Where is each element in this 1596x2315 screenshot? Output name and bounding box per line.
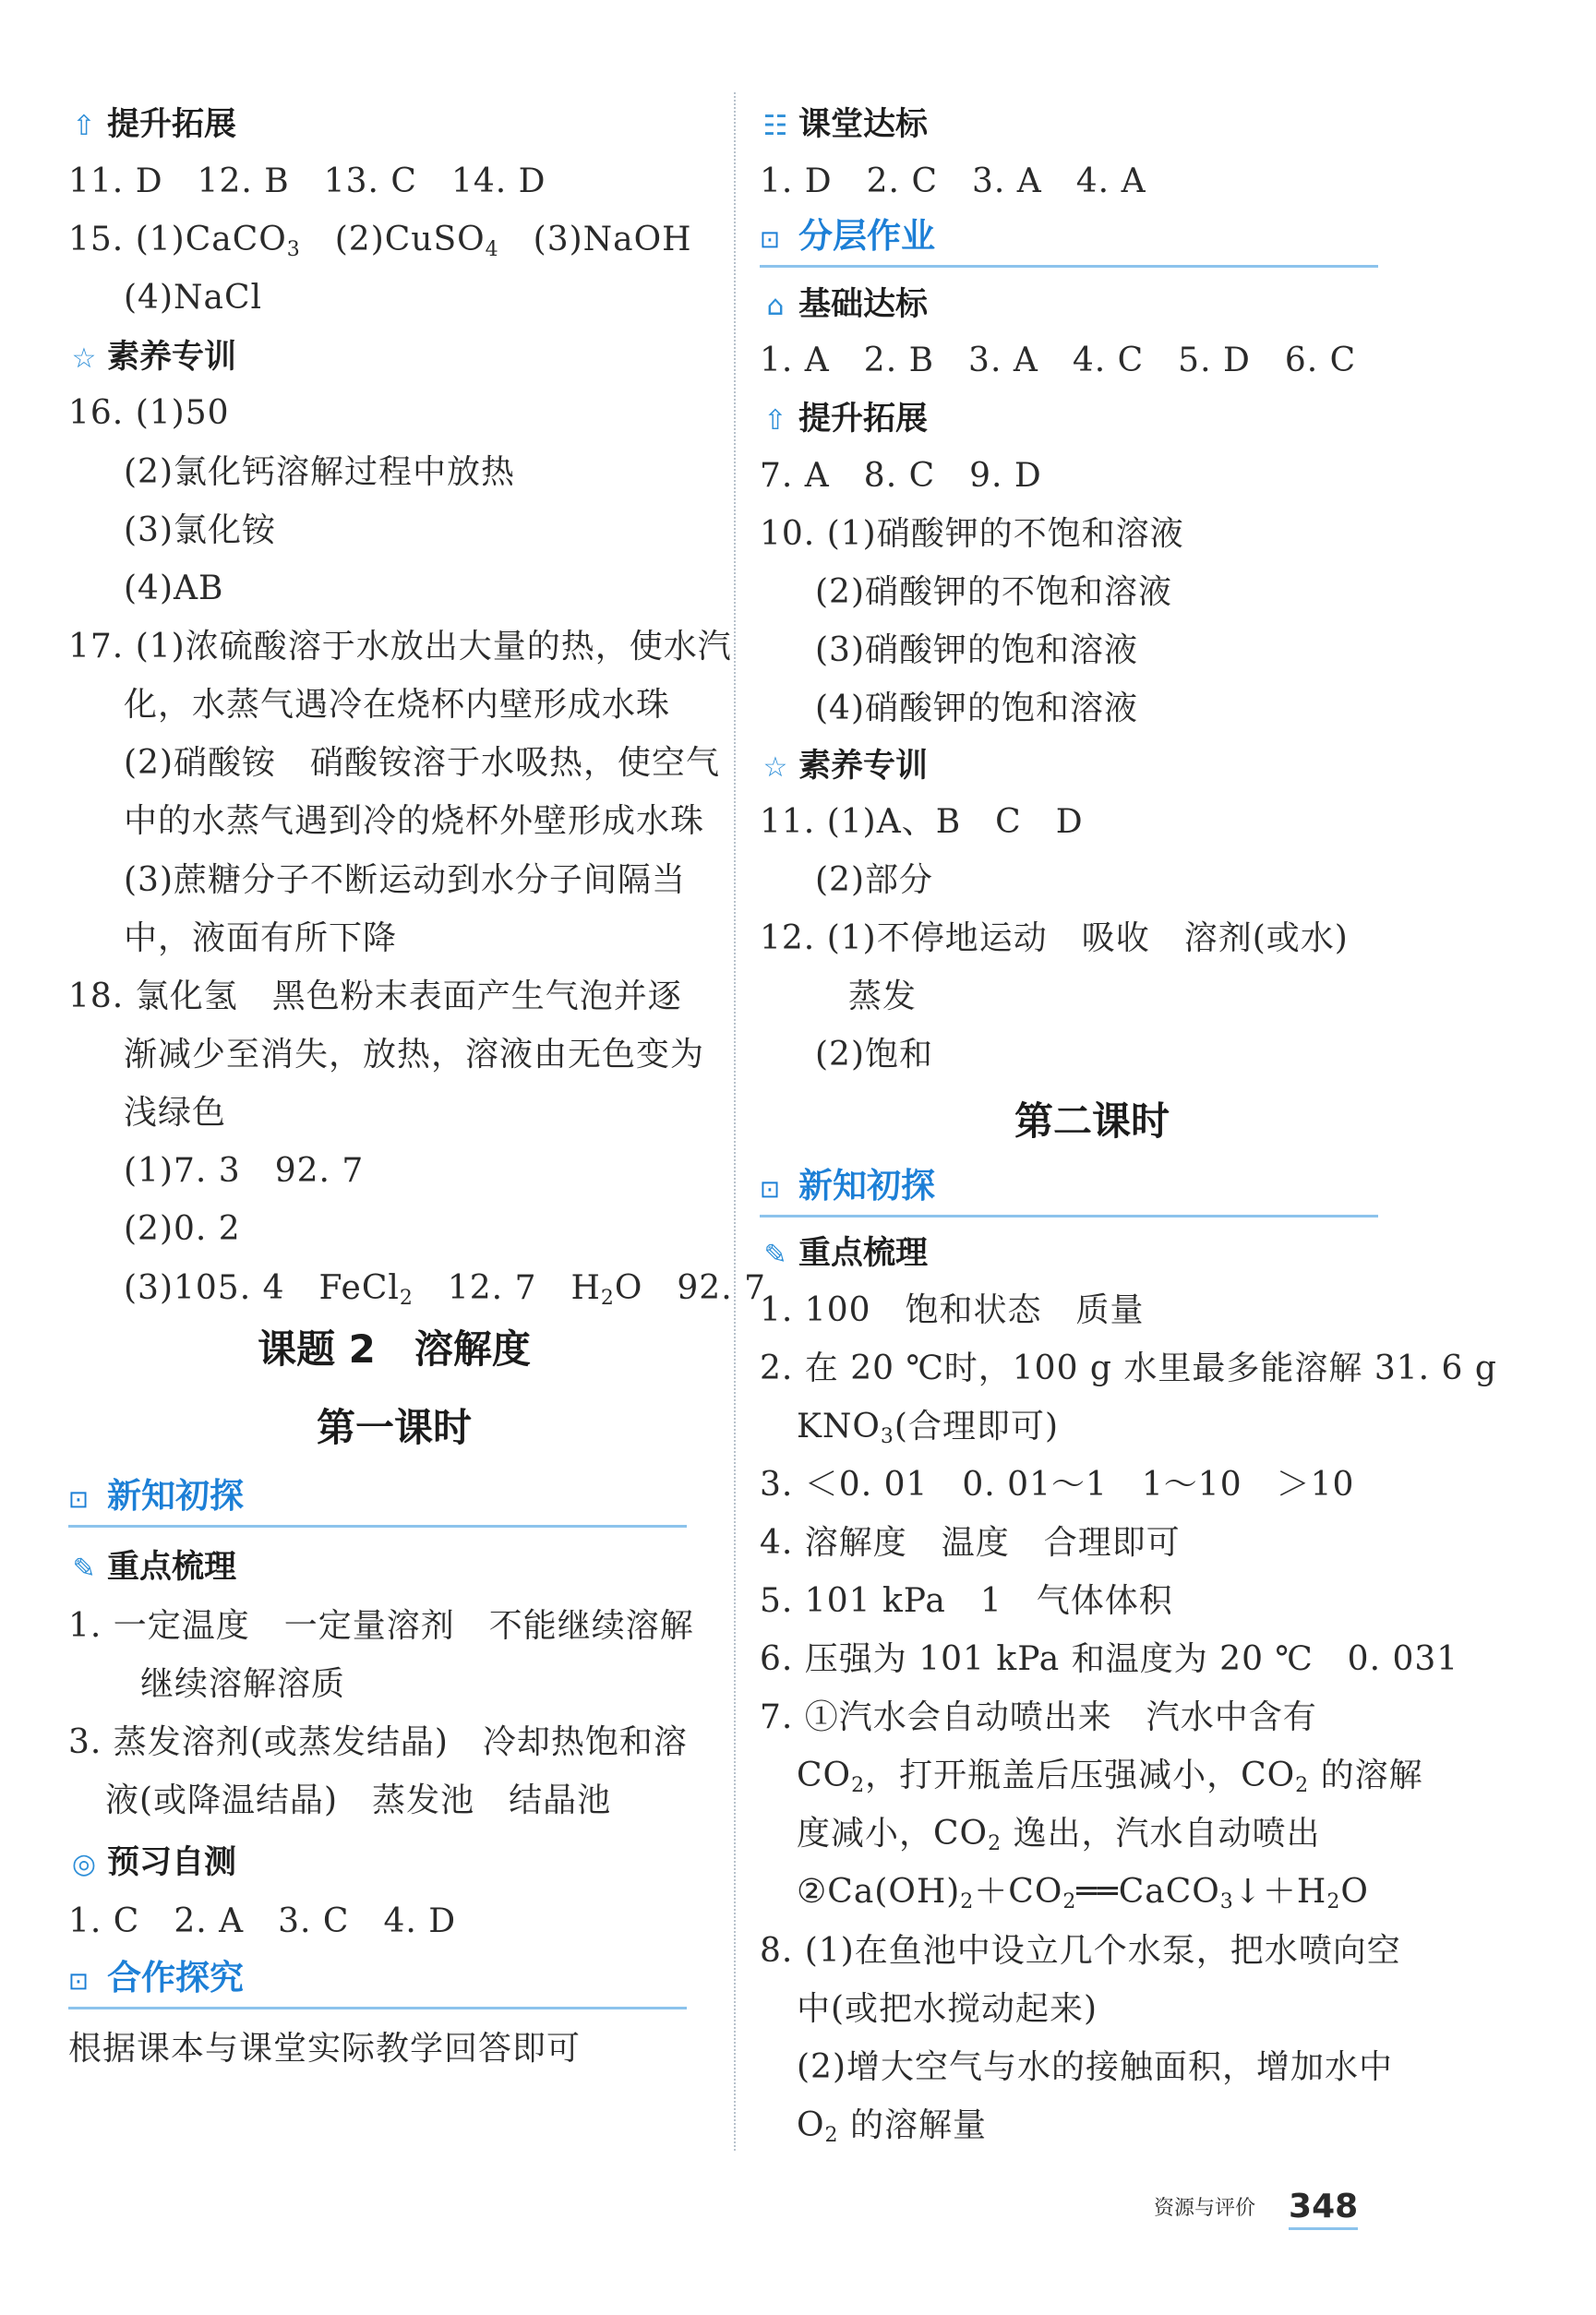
answer-line: 3. 蒸发溶剂(或蒸发结晶) 冷却热饱和溶 [68, 1723, 688, 1761]
lock-icon: ⌂ [766, 290, 785, 322]
footer-label: 资源与评价 [1154, 2197, 1256, 2220]
answer-line: (2)硝酸铵 硝酸铵溶于水吸热，使空气 [124, 744, 720, 782]
page-number: 348 [1289, 2188, 1358, 2230]
answer-line: $KNO_3$(合理即可) [797, 1408, 1060, 1448]
up-arrow-icon: ⇧ [72, 110, 96, 142]
answer-line: 液(或降温结晶) 蒸发池 结晶池 [105, 1781, 612, 1819]
answer-line: (4)AB [124, 570, 224, 607]
answer-line: (3)氯化铵 [124, 511, 276, 549]
answer-line: (3)105. 4 FeCl$_2$ 12. 7 $H_2O$ 92. 7 [124, 1269, 766, 1310]
lesson1-title: 第一课时 [316, 1405, 472, 1450]
answer-line: 7. ①汽水会自动喷出来 汽水中含有 [760, 1698, 1317, 1736]
yuxi-heading: ◎ 预习自测 [68, 1842, 236, 1885]
answer-line: $O_2$ 的溶解量 [797, 2106, 987, 2147]
answer-line: 11. D 12. B 13. C 14. D [68, 162, 546, 200]
page-footer [1154, 2188, 1358, 2225]
answer-line: 6. 压强为 101 kPa 和温度为 20 ℃ 0. 031 [760, 1640, 1459, 1678]
answer-line: (4)NaCl [124, 279, 263, 317]
answer-line: 度减小，$CO_2$ 逸出，汽水自动喷出 [797, 1815, 1321, 1855]
book-icon: ☷ [762, 110, 788, 142]
answer-line: (2)硝酸钾的不饱和溶液 [815, 573, 1172, 611]
answer-line: 浅绿色 [124, 1094, 227, 1132]
answer-line: 化，水蒸气遇冷在烧杯内壁形成水珠 [124, 686, 671, 724]
answer-line: (1)7. 3 92. 7 [124, 1152, 365, 1190]
answer-line: 15. (1)CaCO$_3$ (2)CuSO$_4$ (3)NaOH [68, 221, 692, 261]
answer-line: 8. (1)在鱼池中设立几个水泵，把水喷向空 [760, 1932, 1401, 1970]
answer-line: 中(或把水搅动起来) [797, 1990, 1098, 2028]
tisheng-heading: ⇧ 提升拓展 [68, 104, 236, 147]
answer-line: 1. D 2. C 3. A 4. A [760, 162, 1146, 200]
answer-line: 10. (1)硝酸钾的不饱和溶液 [760, 515, 1184, 553]
answer-line: 16. (1)50 [68, 394, 230, 432]
column-divider [734, 92, 736, 2151]
answer-line: 17. (1)浓硫酸溶于水放出大量的热，使水汽 [68, 628, 732, 666]
xinzhi-bar: ⊡ 新知初探 [760, 1165, 1378, 1217]
star-icon: ☆ [71, 342, 97, 375]
answer-line: 中的水蒸气遇到冷的烧杯外壁形成水珠 [124, 802, 705, 840]
answer-line: 1. A 2. B 3. A 4. C 5. D 6. C [760, 342, 1357, 379]
lesson2-title: 第二课时 [1014, 1098, 1170, 1144]
up-arrow-icon: ⇧ [763, 404, 787, 437]
fenceng-bar: ⊡ 分层作业 [760, 215, 1378, 268]
answer-line: (3)硝酸钾的饱和溶液 [815, 631, 1138, 669]
answer-line: 1. 100 饱和状态 质量 [760, 1291, 1145, 1329]
answer-line: 根据课本与课堂实际教学回答即可 [68, 2030, 582, 2068]
answer-line: 11. (1)A、B C D [760, 803, 1084, 841]
bar-marker-icon: ⊡ [760, 1176, 780, 1204]
hezuo-bar: ⊡ 合作探究 [68, 1957, 687, 2009]
answer-line: $CO_2$，打开瓶盖后压强减小，$CO_2$ 的溶解 [797, 1757, 1423, 1797]
answer-line: 渐减少至消失，放热，溶液由无色变为 [124, 1036, 705, 1074]
answer-line: 5. 101 kPa 1 气体体积 [760, 1582, 1173, 1620]
answer-line: 4. 溶解度 温度 合理即可 [760, 1524, 1181, 1562]
target-icon: ◎ [71, 1848, 97, 1880]
answer-line: 继续溶解溶质 [140, 1665, 346, 1703]
bar-marker-icon: ⊡ [760, 226, 780, 254]
answer-line: 中，液面有所下降 [124, 919, 398, 957]
answer-line: (2)氯化钙溶解过程中放热 [124, 453, 515, 491]
answer-line: (2)部分 [815, 861, 933, 899]
answer-line: 3. ＜0. 01 0. 01～1 1～10 ＞10 [760, 1466, 1355, 1504]
pencil-icon: ✎ [763, 1239, 787, 1271]
zhongdian-heading: ✎ 重点梳理 [760, 1233, 928, 1276]
suyang-heading: ☆ 素养专训 [68, 337, 236, 379]
answer-line: (4)硝酸钾的饱和溶液 [815, 690, 1138, 727]
zhongdian-heading: ✎ 重点梳理 [68, 1547, 236, 1589]
pencil-icon: ✎ [72, 1553, 96, 1585]
answer-line: 蒸发 [848, 978, 918, 1015]
answer-line: 12. (1)不停地运动 吸收 溶剂(或水) [760, 919, 1349, 957]
suyang-heading: ☆ 素养专训 [760, 746, 928, 788]
answer-line: 1. C 2. A 3. C 4. D [68, 1902, 457, 1940]
bar-marker-icon: ⊡ [68, 1968, 89, 1996]
answer-line: 7. A 8. C 9. D [760, 457, 1042, 495]
ketang-heading: ☷ 课堂达标 [760, 104, 928, 147]
star-icon: ☆ [762, 751, 788, 784]
answer-line: 1. 一定温度 一定量溶剂 不能继续溶解 [68, 1607, 694, 1645]
xinzhi-bar: ⊡ 新知初探 [68, 1475, 687, 1528]
answer-line: (3)蔗糖分子不断运动到水分子间隔当 [124, 861, 686, 899]
jichu-heading: ⌂ 基础达标 [760, 284, 928, 327]
bar-marker-icon: ⊡ [68, 1486, 89, 1514]
answer-line: 18. 氯化氢 黑色粉末表面产生气泡并逐 [68, 978, 682, 1015]
answer-line: (2)饱和 [815, 1036, 933, 1074]
answer-line: $②Ca(OH)_2+CO_2══CaCO_3↓+H_2O$ [797, 1873, 1369, 1913]
answer-line: (2)0. 2 [124, 1210, 241, 1248]
answer-line: (2)增大空气与水的接触面积，增加水中 [797, 2048, 1393, 2086]
topic-title: 课题 2 溶解度 [258, 1326, 531, 1372]
tisheng-heading: ⇧ 提升拓展 [760, 399, 928, 441]
answer-line: 2. 在 20 ℃时，100 g 水里最多能溶解 31. 6 g [760, 1349, 1497, 1387]
